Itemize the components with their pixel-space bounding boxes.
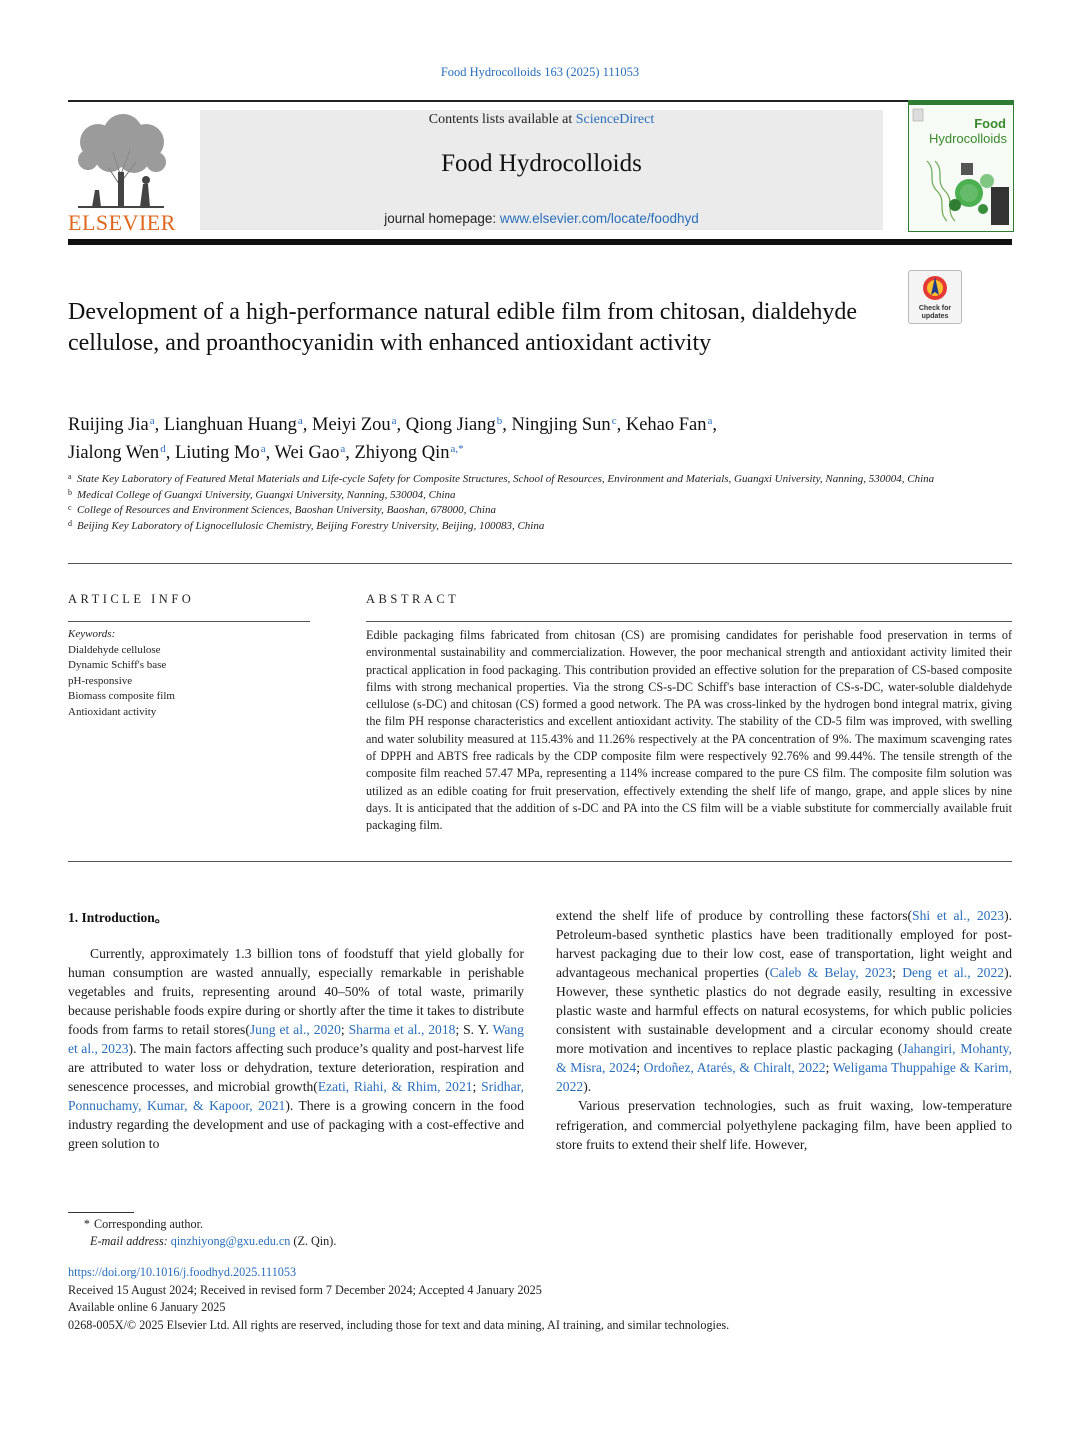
affiliation-mark: d (68, 518, 72, 528)
author[interactable] (626, 415, 713, 435)
citation-link[interactable]: Sharma et al., 2018 (348, 1022, 456, 1038)
article-history: Received 15 August 2024; Received in revised form 7 December 2024; Accepted 4 January 2025 (68, 1282, 542, 1297)
body-text: ). However, these synthetic plastics do not degrade easily, resulting in excessive plastic waste and harmful effects on natural ecosystems, for which public policies consistent with sustainable development and a circular economy should create more motivation and incentives to replace plastic packaging ( (556, 965, 1013, 1057)
body-text: ). The main factors affecting such produce’s quality and post-harvest life are attributed to water loss or dehydration, texture deterioration, respiration and senescence processes, and microbial growth( (68, 1041, 524, 1095)
author-name: Ruijing Jia (68, 415, 149, 435)
body-text: ; (636, 1060, 644, 1076)
author-affiliation-mark[interactable]: a,* (450, 443, 464, 455)
author-affiliation-mark[interactable]: d (160, 443, 166, 455)
article-title: Development of a high-performance natural edible film from chitosan, dialdehyde cellulose, and proanthocyanidin with enhanced antioxidant activity (68, 299, 858, 356)
author-affiliation-mark[interactable]: a (260, 443, 266, 455)
abstract-heading: ABSTRACT (366, 592, 460, 606)
author-affiliation-mark[interactable]: a (149, 415, 155, 427)
citation-link[interactable]: Sridhar, Ponnuchamy, Kumar, & Kapoor, 2021 (68, 1079, 524, 1114)
keywords-block (68, 627, 308, 720)
citation-link[interactable]: Ezati, Riahi, & Rhim, 2021 (317, 1079, 473, 1095)
publisher-wordmark: ELSEVIER (68, 210, 176, 235)
citation-link[interactable]: Shi et al., 2023 (912, 908, 1005, 923)
body-paragraph: Various preservation technologies, such as fruit waxing, low-temperature refrigeration, and commercial polyethylene packaging film, have been applied to store fruits to extend their shelf life. However, (556, 1098, 1012, 1152)
email-suffix: (Z. Qin). (293, 1234, 337, 1248)
running-head[interactable]: Food Hydrocolloids 163 (2025) 111053 (440, 65, 640, 79)
doi-link[interactable]: https://doi.org/10.1016/j.foodhyd.2025.111053 (68, 1265, 297, 1279)
contents-prefix: Contents lists available at (428, 112, 573, 127)
header-rule (68, 100, 1012, 102)
corresponding-author-label: Corresponding author. (94, 1217, 203, 1231)
body-paragraph (556, 906, 1012, 1096)
author[interactable] (406, 415, 502, 435)
author-name: Jialong Wen (68, 443, 160, 463)
body-text: Currently, approximately 1.3 billion tons of foodstuff that yield globally for human consumption are wasted annually, especially remarkable in perishable vegetables and fruits, representing around 40–50% of total waste, primarily because perishable foods expire during or shortly after the time it takes to distribute foods from farms to retail stores( (68, 946, 524, 1038)
journal-masthead (200, 110, 883, 230)
citation-link[interactable]: Ordoñez, Atarés, & Chiralt, 2022 (643, 1060, 826, 1076)
affiliation-mark: c (68, 503, 72, 512)
body-text: ; (825, 1060, 833, 1076)
citation-link[interactable]: Jahangiri, Mohanty, & Misra, 2024 (556, 1041, 1012, 1076)
author[interactable] (68, 415, 155, 435)
affiliation-text: Medical College of Guangxi University, Guangxi University, Nanning, 530004, China (77, 488, 456, 501)
body-text: ; (340, 1022, 349, 1038)
author-name: Kehao Fan (625, 415, 707, 435)
affiliation (68, 503, 968, 519)
cover-title-line2: Hydrocolloids (928, 131, 1007, 146)
abstract-rule (366, 621, 1012, 622)
available-online: Available online 6 January 2025 (68, 1300, 226, 1314)
author-affiliation-mark[interactable]: b (496, 415, 503, 427)
author-list: Ruijing Jia$^a$, Lianghuan Huang$^a$, Meiyi Zou$^a$, Qiong Jiang$^b$, Ningjing Sun$^c$, Kehao Fan$^a$, Jialong Wen$^d$, Liuting Mo$^a$, Wei Gao$^a$, Zhiyong Qin$^{a,*}$ (68, 415, 718, 463)
citation-link[interactable]: Caleb & Belay, 2023 (769, 965, 893, 981)
body-paragraph (68, 944, 524, 1154)
citation-link[interactable]: Deng et al., 2022 (902, 965, 1005, 981)
affiliation-mark: a (68, 472, 72, 481)
body-text: ; (892, 965, 903, 981)
body-text: ; (472, 1079, 482, 1095)
author[interactable] (511, 415, 616, 435)
body-column-right (556, 906, 1012, 1154)
author[interactable] (275, 443, 346, 463)
author[interactable] (68, 443, 166, 463)
keyword: Antioxidant activity (68, 705, 157, 718)
author-name: Ningjing Sun (511, 415, 611, 435)
journal-homepage-link[interactable]: www.elsevier.com/locate/foodhyd (499, 211, 699, 226)
affiliation-text: Beijing Key Laboratory of Lignocellulosic Chemistry, Beijing Forestry University, Beijing, 100083, China (77, 519, 545, 532)
article-info-heading: ARTICLE INFO (68, 592, 195, 606)
sciencedirect-link[interactable]: ScienceDirect (575, 112, 655, 127)
author-name: Meiyi Zou (312, 415, 391, 435)
email-label: E-mail address: (90, 1234, 168, 1248)
author-affiliation-mark[interactable]: a (391, 415, 397, 427)
body-text: ). (583, 1079, 592, 1095)
affiliation (68, 519, 968, 535)
affiliation-list (68, 472, 968, 534)
citation-link[interactable]: Jung et al., 2020 (249, 1022, 341, 1038)
masthead-thick-rule (68, 239, 1012, 245)
author-name: Zhiyong Qin (354, 443, 450, 463)
keyword: Dialdehyde cellulose (68, 643, 161, 656)
contents-available-line (200, 112, 883, 128)
author[interactable] (164, 415, 303, 435)
author-affiliation-mark[interactable]: a (340, 443, 346, 455)
citation-link[interactable]: Wang et al., 2023 (68, 1022, 524, 1057)
body-text: ). There is a growing concern in the food industry regarding the development and use of packaging with a cost-effective and green solution to (68, 1098, 524, 1152)
footnote-star: * (83, 1217, 90, 1231)
corresponding-author-footnote (68, 1216, 668, 1250)
affiliation-rule (68, 563, 1012, 564)
journal-cover-thumbnail[interactable] (908, 100, 1014, 232)
article-info-rule (68, 621, 310, 622)
affiliation (68, 488, 968, 504)
journal-title: Food Hydrocolloids (441, 150, 642, 177)
keyword: Dynamic Schiff's base (68, 659, 167, 671)
abstract-text: Edible packaging films fabricated from chitosan (CS) are promising candidates for perishable food preservation in terms of environmental sustainability and commercialization. However, the poor mechanical strength and antioxidant activity limited their practical application in food packaging. This contribution provided an effective solution for the preparation of CS-based composite films with strong mechanical properties. Via the strong CS-s-DC Schiff's base interaction of CS-s-DC, water-soluble dialdehyde cellulose (s-DC) and chitosan (CS) formed a good network. The PA was cross-linked by the hydrogen bond integral matrix, giving the film PH response characteristics and excellent antioxidant activity. The stability of the CD-5 film was improved, with swelling and water solubility measured at 115.43% and 11.26% respectively at the PA concentration of 9%. The maximum scavenging rates of DPPH and ABTS free radicals by the CDP composite film were respectively 92.76% and 99.44%. The tensile strength of the composite film reached 57.47 MPa, representing a 114% increase compared to the pure CS film. The composite film solution was utilized as an edible coating for fruit preservation, effectively extending the shelf life of mango, grape, and apple slices by nine days. It is anticipated that the addition of s-DC and PA into the CS film will be a viable substitute for commercially available fruit packaging film. (366, 628, 1012, 833)
homepage-prefix: journal homepage: (384, 211, 497, 226)
copyright-line: 0268-005X/© 2025 Elsevier Ltd. All rights are reserved, including those for text and data mining, AI training, and similar technologies. (68, 1317, 730, 1332)
keyword: pH-responsive (68, 674, 133, 687)
author-name: Lianghuan Huang (163, 415, 297, 435)
author-affiliation-mark[interactable]: a (297, 415, 303, 427)
cover-title-line1: Food (974, 116, 1006, 131)
author-name: Qiong Jiang (405, 415, 496, 435)
body-text: ). Petroleum-based synthetic plastics have been traditionally employed for post-harvest packaging due to their low cost, ease of transportation, light weight and advantageous mechanical properties ( (556, 908, 1012, 981)
author-affiliation-mark[interactable]: a (707, 415, 713, 427)
body-text: extend the shelf life of produce by controlling these factors( (556, 908, 913, 923)
body-text: ; S. Y. (455, 1022, 493, 1038)
author[interactable] (354, 443, 463, 463)
author-name: Wei Gao (274, 443, 340, 463)
keywords-label: Keywords: (68, 628, 116, 640)
journal-homepage-line (200, 211, 883, 226)
publication-info (68, 1264, 1012, 1334)
affiliation (68, 472, 968, 488)
body-column-left (68, 944, 524, 1154)
email-link[interactable]: qinzhiyong@gxu.edu.cn (170, 1234, 291, 1248)
cover-molecule-graphic (909, 101, 1013, 231)
citation-link[interactable]: Weligama Thuppahige & Karim, 2022 (556, 1060, 1012, 1095)
author[interactable] (175, 443, 266, 463)
keyword: Biomass composite film (68, 690, 175, 702)
author[interactable] (312, 415, 397, 435)
abstract-bottom-rule (68, 861, 1012, 862)
check-for-updates-label: Check for updates (918, 305, 952, 320)
affiliation-mark: b (68, 487, 72, 497)
affiliation-text: State Key Laboratory of Featured Metal Materials and Life-cycle Safety for Composite Structures, School of Resources, Environment and Materials, Guangxi University, Nanning, 530004, China (77, 473, 935, 485)
footnote-rule (68, 1212, 134, 1213)
check-for-updates-badge[interactable] (908, 270, 962, 324)
affiliation-text: College of Resources and Environment Sciences, Baoshan University, Baoshan, 678000, China (77, 504, 496, 516)
author-name: Liuting Mo (174, 443, 260, 463)
author-affiliation-mark[interactable]: c (611, 415, 617, 427)
section-heading-introduction: 1. Introduction。 (68, 910, 169, 925)
